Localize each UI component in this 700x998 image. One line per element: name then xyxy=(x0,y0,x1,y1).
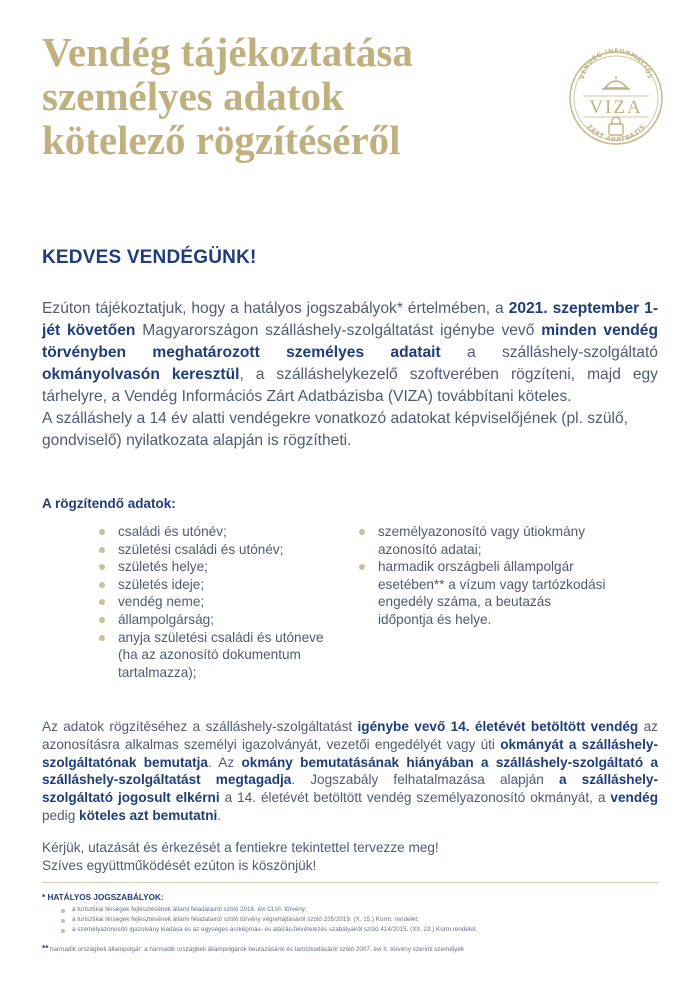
intro-paragraph-1: Ezúton tájékoztatjuk, hogy a hatályos jogszabályok* értelmében, a 2021. szeptember 1-jét követően Magyarországon szálláshely-szolgáltatást igénybe vevő minden vendég törvényben meghatározott személyes adatait a szálláshely-szolgáltató okmányolvasón keresztül, a szálláshelykezelő szoftverében rögzíteni, majd egy tárhelyre, a Vendég Információs Zárt Adatbázisba (VIZA) továbbítani köteles. xyxy=(42,300,659,405)
list-item: anyja születési családi és utóneve (ha az azonosító dokumentum tartalmazza); xyxy=(96,629,346,682)
list-item: vendég neme; xyxy=(96,593,356,611)
footnotes-list xyxy=(60,905,660,935)
footnote-third-country: ** harmadik országbeli állampolgár: a harmadik országbeli állampolgárok beutazásáról és tartózkodásáról szóló 2007. évi II. törvény szerinti személyek xyxy=(42,944,465,953)
closing-line-2: Szíves együttműködését ezúton is köszönjük! xyxy=(42,857,317,873)
divider xyxy=(42,882,658,883)
footnote-item: a turisztikai térségek fejlesztésének állami feladatairól szóló 2016. évi CLVI. törvény; xyxy=(60,905,660,915)
title-line-1: Vendég tájékoztatása xyxy=(42,29,413,75)
closing-line-1: Kérjük, utazását és érkezését a fentiekre tekintettel tervezze meg! xyxy=(42,840,439,855)
identification-paragraph: Az adatok rögzítéséhez a szálláshely-szolgáltatást igénybe vevő 14. életévét betöltött vendég az azonosításra alkalmas személyi igazolványát, vezetői engedélyét vagy úti okmányát a szálláshely-szolgáltatónak bemutatja. Az okmány bemutatásának hiányában a szálláshely-szolgáltató a szálláshely-szolgáltatást megtagadja. Jogszabály felhatalmazása alapján a szálláshely-szolgáltató jogosult elkérni a 14. életévét betöltött vendég személyazonosító okmányát, a vendég pedig köteles azt bemutatni. xyxy=(42,719,658,823)
logo-top-text: VENDÉG INFORMÁCIÓS xyxy=(578,47,654,81)
title-line-2: személyes adatok xyxy=(42,73,344,119)
page-title xyxy=(42,30,482,162)
list-item: állampolgárság; xyxy=(96,611,356,629)
footnote-item: a személyazonosító igazolvány kiadása és az egységes arcképmás- és aláírás-felvételezés szabályairól szóló 414/2015. (XII. 23.) Korm.rendelet. xyxy=(60,925,660,935)
padlock-icon xyxy=(609,117,623,135)
list-item: harmadik országbeli állampolgár esetében** a vízum vagy tartózkodási engedély száma, a beutazás időpontja és helye. xyxy=(356,558,606,628)
intro-text xyxy=(42,298,658,452)
list-item: családi és utónév; xyxy=(96,523,356,541)
list-item: személyazonosító vagy útiokmány azonosító adatai; xyxy=(356,523,621,558)
bellhop-bell-icon xyxy=(602,76,630,89)
list-item: születési családi és utónév; xyxy=(96,541,356,559)
viza-logo xyxy=(569,36,663,160)
data-list-title: A rögzítendő adatok: xyxy=(42,496,176,511)
title-line-3: kötelező rögzítéséről xyxy=(42,117,401,163)
logo-bottom-text: ZÁRT ADATBÁZIS xyxy=(585,123,647,144)
greeting-heading: KEDVES VENDÉGÜNK! xyxy=(42,247,257,268)
logo-name: VIZA xyxy=(589,97,643,118)
footnote-item: a turisztikai térségek fejlesztésének állami feladatairól szóló törvény végrehajtásáról szóló 235/2019. (X. 15.) Korm. rendelet; xyxy=(60,915,660,925)
list-item: születés ideje; xyxy=(96,576,356,594)
intro-paragraph-2: A szálláshely a 14 év alatti vendégekre vonatkozó adatokat képviselőjének (pl. szülő, gondviselő) nyilatkozata alapján is rögzítheti. xyxy=(42,410,628,449)
data-list-left xyxy=(96,523,356,681)
footnotes-title: * HATÁLYOS JOGSZABÁLYOK: xyxy=(42,893,164,902)
data-list-right xyxy=(356,523,646,629)
closing-text xyxy=(42,839,658,875)
list-item: születés helye; xyxy=(96,558,356,576)
